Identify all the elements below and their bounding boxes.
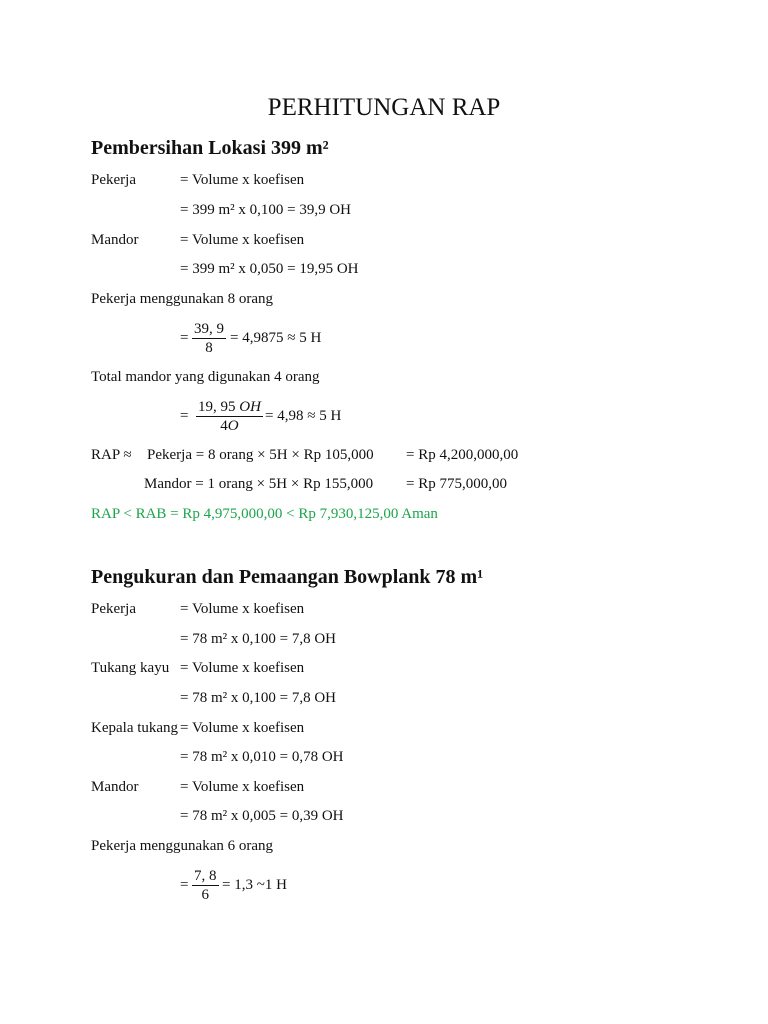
mandor-calc: = 78 m² x 0,005 = 0,39 OH — [180, 808, 344, 824]
mandor-formula: = Volume x koefisen — [180, 232, 305, 248]
mandor-label: Mandor — [91, 779, 139, 795]
pekerja-calc: = 399 m² x 0,100 = 39,9 OH — [180, 202, 351, 218]
mandor-formula: = Volume x koefisen — [180, 779, 305, 795]
fraction-denominator: 8 — [205, 340, 213, 356]
kepala-tukang-calc: = 78 m² x 0,010 = 0,78 OH — [180, 749, 344, 765]
page-title: PERHITUNGAN RAP — [267, 94, 501, 121]
rap-mandor-line: Mandor = 1 orang × 5H × Rp 155,000 — [144, 476, 374, 492]
fraction-equals: = — [180, 330, 189, 346]
fraction-numerator — [196, 398, 263, 417]
fraction-pekerja — [192, 320, 226, 357]
mandor-note: Total mandor yang digunakan 4 orang — [91, 369, 320, 385]
pekerja-note: Pekerja menggunakan 8 orang — [91, 291, 274, 307]
tukang-kayu-calc: = 78 m² x 0,100 = 7,8 OH — [180, 690, 336, 706]
pekerja-note: Pekerja menggunakan 6 orang — [91, 838, 274, 854]
mandor-label: Mandor — [91, 232, 139, 248]
kepala-tukang-formula: = Volume x koefisen — [180, 720, 305, 736]
fraction-mandor — [196, 398, 263, 435]
pekerja-calc: = 78 m² x 0,100 = 7,8 OH — [180, 631, 336, 647]
tukang-kayu-label: Tukang kayu — [91, 660, 170, 676]
fraction-result: = 4,98 ≈ 5 H — [265, 408, 342, 424]
fraction-numerator-value: 19, 95 — [198, 399, 236, 415]
section-heading-bowplank: Pengukuran dan Pemaangan Bowplank 78 m¹ — [91, 566, 484, 588]
rap-label: RAP ≈ — [91, 447, 132, 463]
fraction-result: = 4,9875 ≈ 5 H — [230, 330, 322, 346]
fraction-equals: = — [180, 408, 189, 424]
rap-mandor-total: = Rp 775,000,00 — [406, 476, 507, 492]
mandor-calc: = 399 m² x 0,050 = 19,95 OH — [180, 261, 359, 277]
fraction-denominator — [218, 417, 240, 435]
pekerja-formula: = Volume x koefisen — [180, 601, 305, 617]
fraction-pekerja — [192, 867, 219, 904]
fraction-denominator-value: 4 — [220, 418, 228, 434]
pekerja-label: Pekerja — [91, 172, 136, 188]
fraction-equals: = — [180, 877, 189, 893]
fraction-numerator: 39, 9 — [194, 321, 224, 337]
fraction-result: = 1,3 ~1 H — [222, 877, 287, 893]
rap-pekerja-total: = Rp 4,200,000,00 — [406, 447, 519, 463]
fraction-denominator: 6 — [201, 887, 209, 903]
fraction-denominator-unit: O — [227, 418, 239, 434]
rap-rab-comparison: RAP < RAB = Rp 4,975,000,00 < Rp 7,930,125,00 Aman — [91, 506, 438, 522]
pekerja-label: Pekerja — [91, 601, 136, 617]
fraction-numerator: 7, 8 — [194, 868, 217, 884]
rap-pekerja-line: Pekerja = 8 orang × 5H × Rp 105,000 — [147, 447, 374, 463]
kepala-tukang-label: Kepala tukang — [91, 720, 179, 736]
fraction-numerator-unit: OH — [239, 399, 261, 415]
section-heading-pembersihan: Pembersihan Lokasi 399 m² — [91, 137, 329, 159]
tukang-kayu-formula: = Volume x koefisen — [180, 660, 305, 676]
pekerja-formula: = Volume x koefisen — [180, 172, 305, 188]
